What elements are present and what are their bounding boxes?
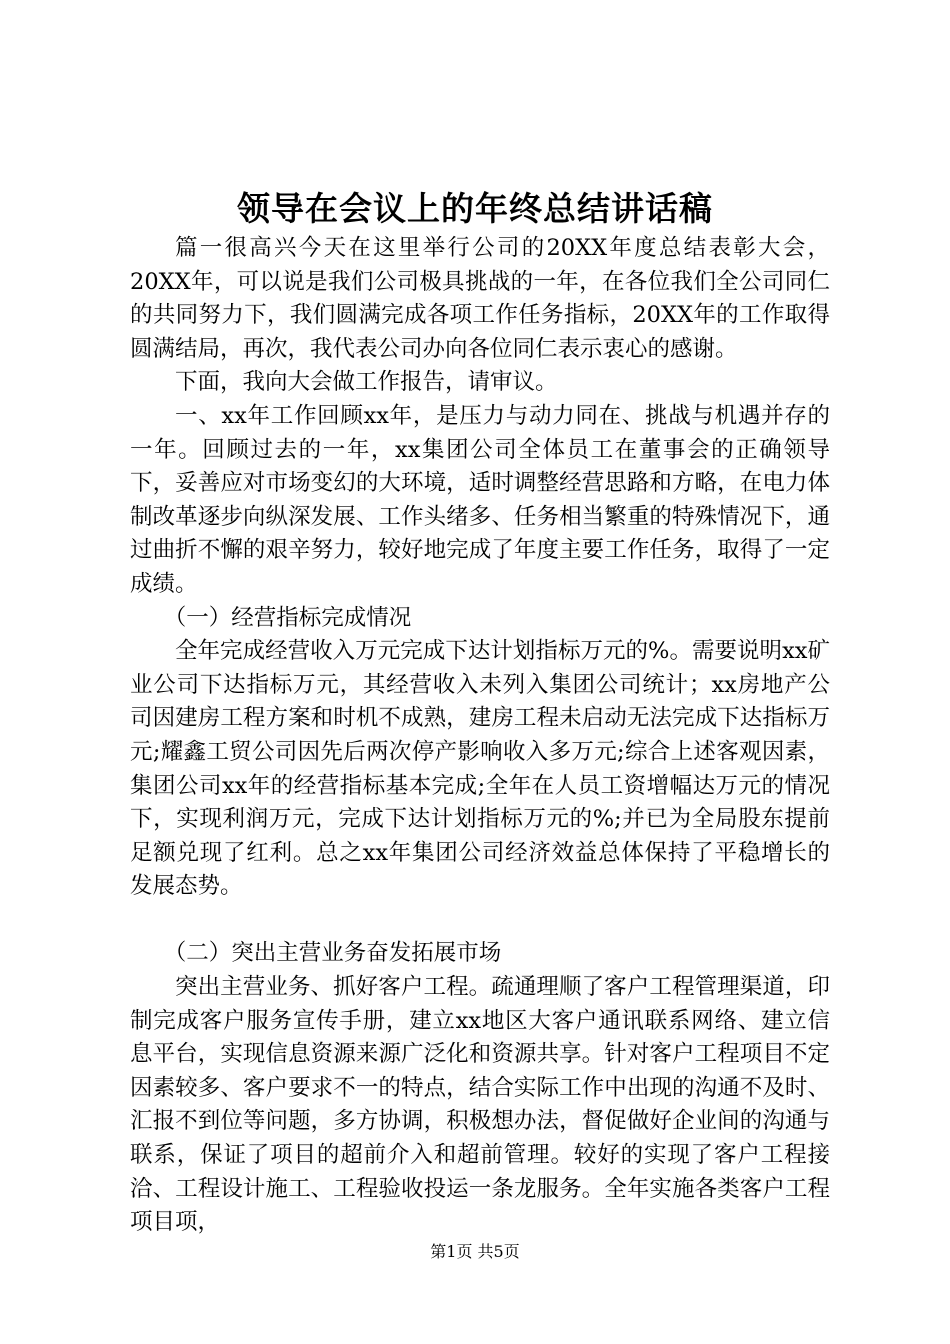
section-heading-main-business: （二）突出主营业务奋发拓展市场 <box>163 940 502 967</box>
paragraph-main-business: 突出主营业务、抓好客户工程。疏通理顺了客户工程管理渠道，印制完成客户服务宣传手册，建立xx地区大客户通讯联系网络、建立信息平台，实现信息资源来源广泛化和资源共享。针对客户工程项目不定因素较多、客户要求不一的特点，结合实际工作中出现的沟通不及时、汇报不到位等问题，多方协调，积极想办法，督促做好企业间的沟通与联系，保证了项目的超前介入和超前管理。较好的实现了客户工程接洽、工程设计施工、工程验收投运一条龙服务。全年实施各类客户工程项目项， <box>130 974 830 1236</box>
page-footer: 第1页 共5页 <box>430 1242 520 1261</box>
paragraph-opening: 篇一很高兴今天在这里举行公司的20XX年度总结表彰大会，20XX年，可以说是我们公司极具挑战的一年，在各位我们全公司同仁的共同努力下，我们圆满完成各项工作任务指标，20XX年的工作取得圆满结局，再次，我代表公司办向各位同仁表示衷心的感谢。 <box>130 235 830 362</box>
blank-line <box>130 904 830 938</box>
document-title: 领导在会议上的年终总结讲话稿 <box>237 189 713 228</box>
section-heading-business-indicators: （一）经营指标完成情况 <box>163 604 412 631</box>
paragraph-report-intro: 下面，我向大会做工作报告，请审议。 <box>175 369 558 396</box>
paragraph-year-review: 一、xx年工作回顾xx年，是压力与动力同在、挑战与机遇并存的一年。回顾过去的一年，xx集团公司全体员工在董事会的正确领导下，妥善应对市场变幻的大环境，适时调整经营思路和方略，在电力体制改革逐步向纵深发展、工作头绪多、任务相当繁重的特殊情况下，通过曲折不懈的艰辛努力，较好地完成了年度主要工作任务，取得了一定成绩。 <box>130 402 830 597</box>
document-body <box>130 232 830 1240</box>
paragraph-business-indicators: 全年完成经营收入万元完成下达计划指标万元的%。需要说明xx矿业公司下达指标万元，其经营收入未列入集团公司统计；xx房地产公司因建房工程方案和时机不成熟，建房工程未启动无法完成下达指标万元;耀鑫工贸公司因先后两次停产影响收入多万元;综合上述客观因素，集团公司xx年的经营指标基本完成;全年在人员工资增幅达万元的情况下，实现利润万元，完成下达计划指标万元的%;并已为全局股东提前足额兑现了红利。总之xx年集团公司经济效益总体保持了平稳增长的发展态势。 <box>130 638 830 900</box>
